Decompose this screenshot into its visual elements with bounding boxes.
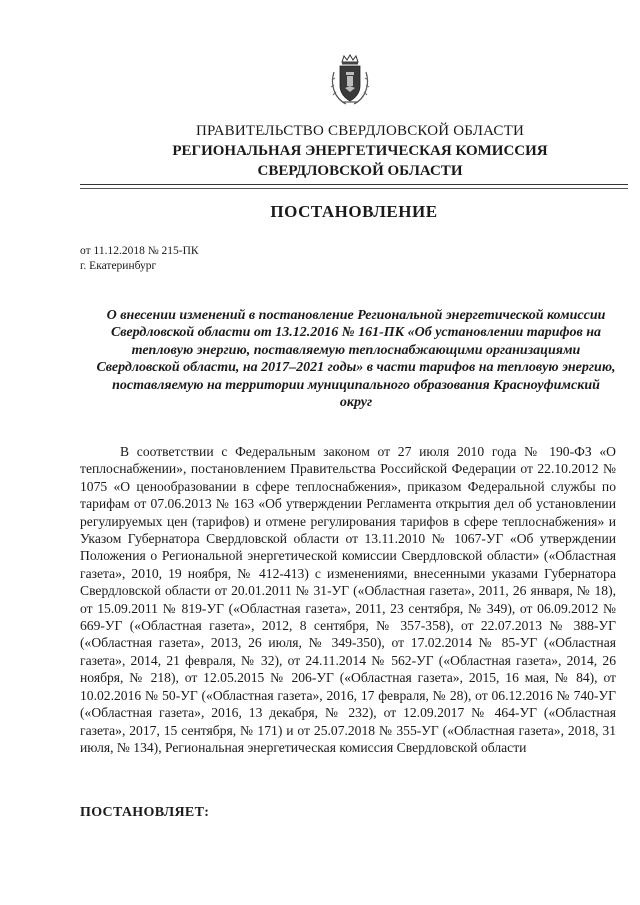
document-subject: О внесении изменений в постановление Региональной энергетической комиссии Свердловской области от 13.12.2016 № 161-ПК «Об установлении тарифов на тепловую энергию, поставляемую теплоснабжающими организациями Свердловской области, на 2017–2021 годы» в части тарифов на тепловую энергию, поставляемую на территории муниципального образования Красноуфимский округ: [96, 308, 616, 411]
document-body: [80, 443, 616, 756]
header-divider-thin: [80, 188, 628, 189]
header-government: ПРАВИТЕЛЬСТВО СВЕРДЛОВСКОЙ ОБЛАСТИ: [195, 123, 525, 139]
document-date-number: от 11.12.2018 № 215-ПК: [80, 245, 199, 257]
document-city: г. Екатеринбург: [80, 260, 157, 272]
header-commission: РЕГИОНАЛЬНАЯ ЭНЕРГЕТИЧЕСКАЯ КОМИССИЯ: [172, 143, 548, 159]
header-divider-thick: [80, 184, 628, 185]
body-paragraph: В соответствии с Федеральным законом от 27 июля 2010 года № 190-ФЗ «О теплоснабжении», постановлением Правительства Российской Федерации от 22.10.2012 № 1075 «О ценообразовании в сфере теплоснабжения», приказом Федеральной службы по тарифам от 07.06.2013 № 163 «Об утверждении Регламента открытия дел об установлении регулируемых цен (тарифов) и отмене регулирования тарифов в сфере теплоснабжения» и Указом Губернатора Свердловской области от 13.11.2010 № 1067-УГ «Об утверждении Положения о Региональной энергетической комиссии Свердловской области» («Областная газета», 2010, 19 ноября, № 412-413) с изменениями, внесенными указами Губернатора Свердловской области от 20.01.2011 № 31-УГ («Областная газета», 2011, 26 января, № 18), от 15.09.2011 № 819-УГ («Областная газета», 2011, 23 сентября, № 349), от 06.09.2012 № 669-УГ («Областная газета», 2012, 8 сентября, № 357-358), от 22.07.2013 № 388-УГ («Областная газета», 2013, 26 июля, № 349-350), от 17.02.2014 № 85-УГ («Областная газета», 2014, 21 февраля, № 32), от 24.11.2014 № 562-УГ («Областная газета», 2014, 26 ноября, № 218), от 12.05.2015 № 206-УГ («Областная газета», 2015, 16 мая, № 84), от 10.02.2016 № 50-УГ («Областная газета», 2016, 17 февраля, № 28), от 06.12.2016 № 740-УГ («Областная газета», 2016, 13 декабря, № 232), от 12.09.2017 № 464-УГ («Областная газета», 2017, 15 сентября, № 171) и от 25.07.2018 № 355-УГ («Областная газета», 2018, 31 июля, № 134), Региональная энергетическая комиссия Свердловской области: [80, 444, 616, 755]
document-title: ПОСТАНОВЛЕНИЕ: [270, 202, 438, 221]
coat-of-arms-icon: [328, 54, 372, 108]
header-region: СВЕРДЛОВСКОЙ ОБЛАСТИ: [257, 163, 463, 179]
decree-heading: ПОСТАНОВЛЯЕТ:: [80, 805, 210, 820]
